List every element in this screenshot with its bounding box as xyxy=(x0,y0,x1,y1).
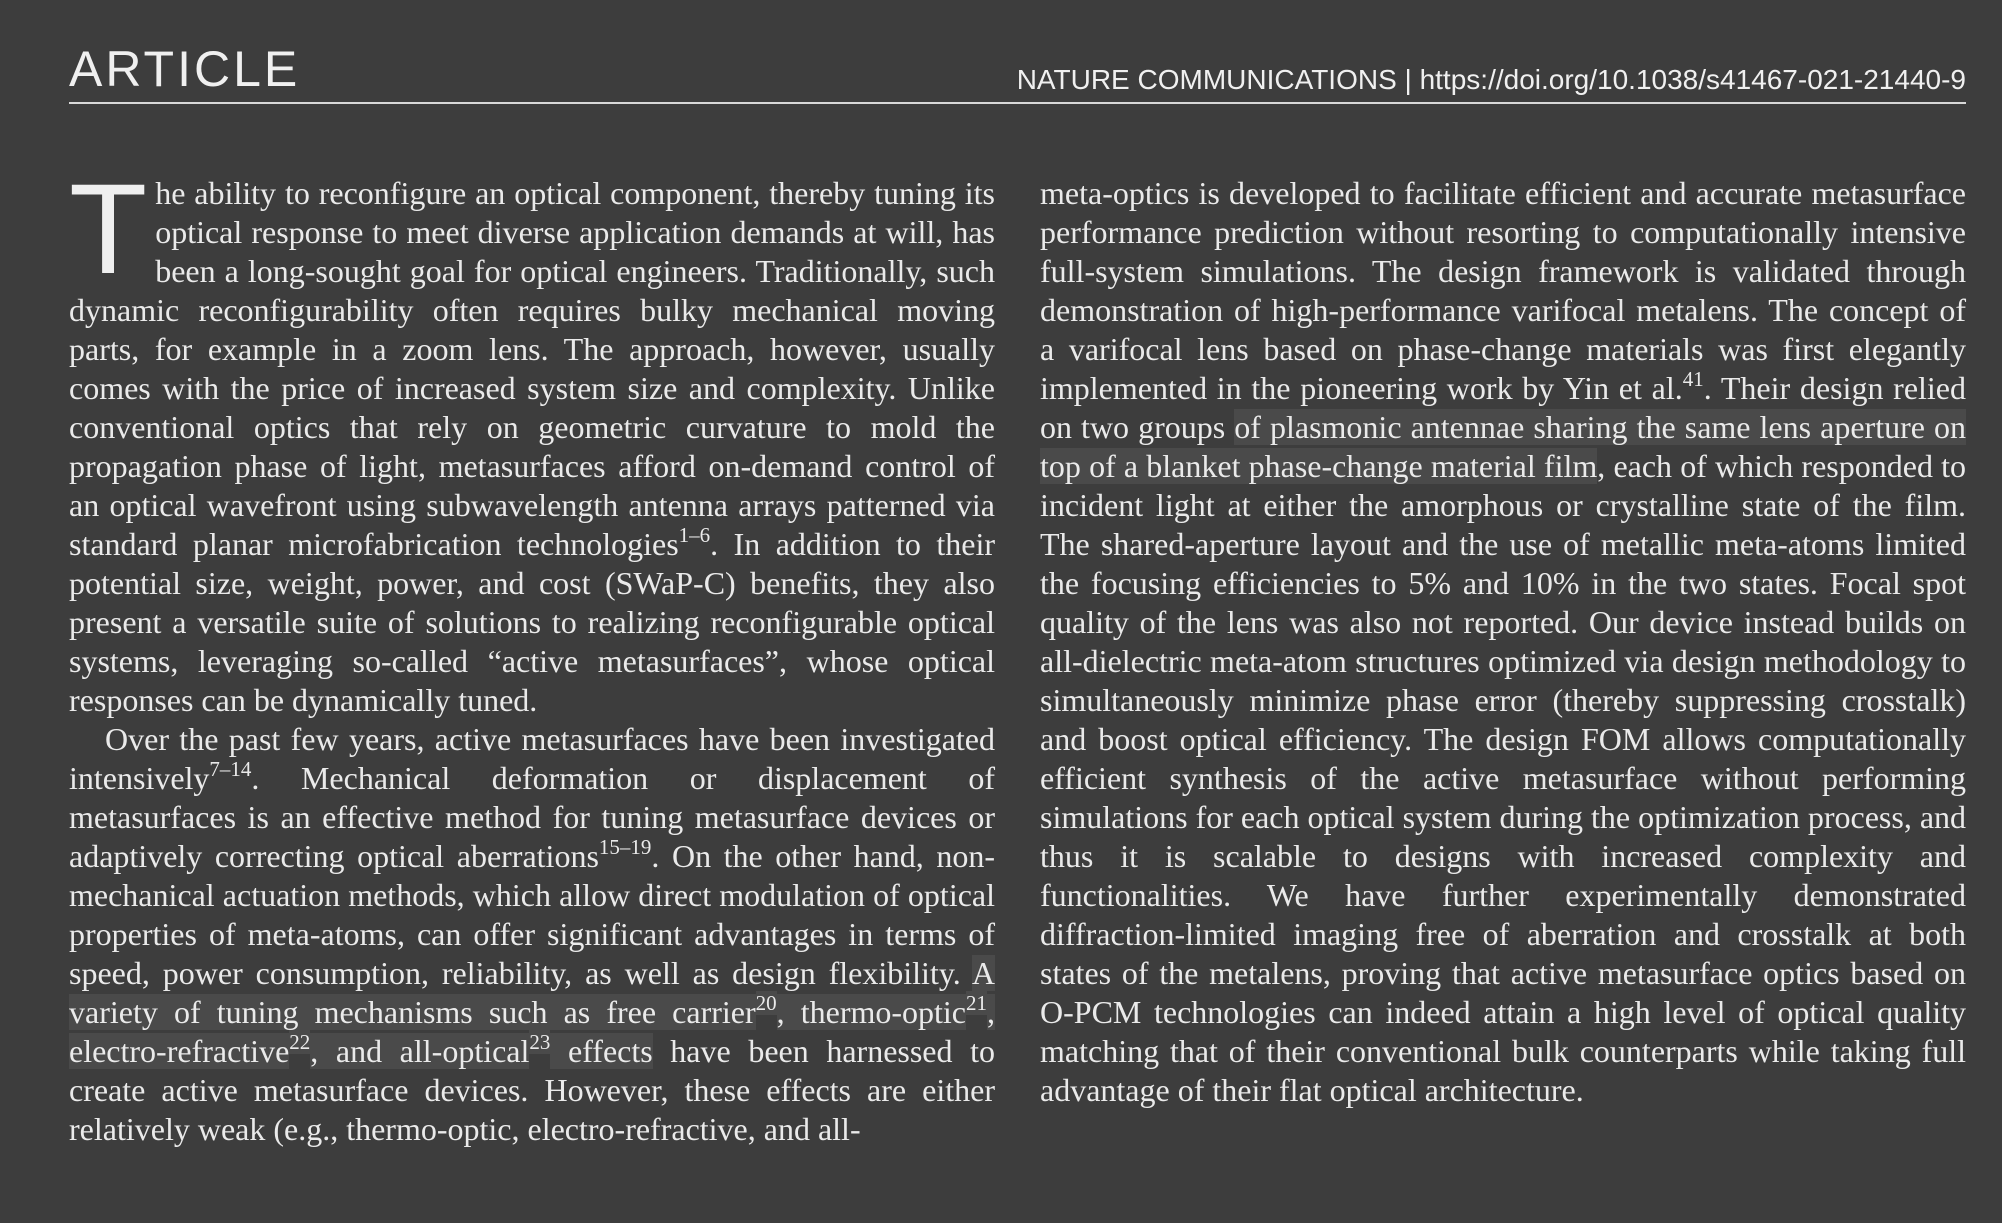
citation-ref[interactable]: 7–14 xyxy=(209,757,252,781)
body-text: have been harnessed to create active metasurface devices. However, these effects are either relatively weak (e.g., thermo-optic, electro-refractive, and all- xyxy=(69,1033,996,1147)
highlighted-text: , and all-optical xyxy=(310,1033,530,1069)
citation-ref[interactable]: 21 xyxy=(966,991,987,1015)
body-text: . On the other hand, non-mechanical actuation methods, which allow direct modulation of optical properties of meta-atoms, can offer significant advantages in terms of speed, power consumption, reliability, as well as design flexibility. xyxy=(69,838,996,991)
page-header xyxy=(69,38,1966,104)
citation-ref[interactable]: 20 xyxy=(755,991,777,1015)
left-column xyxy=(69,158,996,1149)
highlighted-text: A variety of tuning mechanisms such as free carrier xyxy=(69,955,995,1030)
body-text: he ability to reconfigure an optical component, thereby tuning its optical response to meet diverse application demands at will, has been a long-sought goal for optical engineers. Traditionally, such dynamic reconfigurability often requires bulky mechanical moving parts, for example in a zoom lens. The approach, however, usually comes with the price of increased system size and complexity. Unlike conventional optics that rely on geometric curvature to mold the propagation phase of light, metasurfaces afford on-demand control of an optical wavefront using subwavelength antenna arrays patterned via standard planar microfabrication technologies xyxy=(69,175,995,562)
design-framework-paragraph xyxy=(1040,174,1966,1110)
citation-ref[interactable]: 1–6 xyxy=(678,523,711,547)
right-column xyxy=(1040,174,1966,1110)
drop-cap: T xyxy=(69,158,148,301)
highlighted-text: effects xyxy=(550,1033,653,1069)
highlighted-text: of plasmonic antennae sharing the same lens aperture on top of a blanket phase-change material film xyxy=(1040,409,1967,484)
highlighted-text: , thermo-optic xyxy=(776,994,966,1030)
body-text: . In addition to their potential size, weight, power, and cost (SWaP-C) benefits, they also present a versatile suite of solutions to realizing reconfigurable optical systems, leveraging so-called “active metasurfaces”, whose optical responses can be dynamically tuned. xyxy=(69,526,996,718)
active-metasurfaces-paragraph xyxy=(69,720,995,1149)
citation-ref[interactable]: 15–19 xyxy=(598,835,652,859)
journal-doi-line[interactable]: NATURE COMMUNICATIONS | https://doi.org/10.1038/s41467-021-21440-9 xyxy=(1016,64,1966,95)
body-text: . Mechanical deformation or displacement of metasurfaces is an effective method for tuning metasurface devices or adaptively correcting optical aberrations xyxy=(69,760,995,874)
citation-ref[interactable]: 23 xyxy=(529,1030,551,1054)
citation-ref[interactable]: 41 xyxy=(1682,367,1704,391)
body-text: Over the past few years, active metasurfaces have been investigated intensively xyxy=(69,721,995,796)
body-text: , each of which responded to incident light at either the amorphous or crystalline state of the film. The shared-aperture layout and the use of metallic meta-atoms limited the focusing efficiencies to 5% and 10% in the two states. Focal spot quality of the lens was also not reported. Our device instead builds on all-dielectric meta-atom structures optimized via design methodology to simultaneously minimize phase error (thereby suppressing crosstalk) and boost optical efficiency. The design FOM allows computationally efficient synthesis of the active metasurface without performing simulations for each optical system during the optimization process, and thus it is scalable to designs with increased complexity and functionalities. We have further experimentally demonstrated diffraction-limited imaging free of aberration and crosstalk at both states of the metalens, proving that active metasurface optics based on O-PCM technologies can indeed attain a high level of optical quality matching that of their conventional bulk counterparts while taking full advantage of their flat optical architecture. xyxy=(1040,448,1967,1108)
highlighted-text: , electro-refractive xyxy=(69,994,995,1069)
body-text: meta-optics is developed to facilitate efficient and accurate metasurface performance prediction without resorting to computationally intensive full-system simulations. The design framework is validated through demonstration of high-performance varifocal metalens. The concept of a varifocal lens based on phase-change materials was first elegantly implemented in the pioneering work by Yin et al. xyxy=(1040,175,1966,406)
body-text: . Their design relied on two groups xyxy=(1040,370,1967,445)
intro-paragraph xyxy=(69,158,996,720)
section-label: ARTICLE xyxy=(69,41,301,97)
citation-ref[interactable]: 22 xyxy=(289,1030,311,1054)
